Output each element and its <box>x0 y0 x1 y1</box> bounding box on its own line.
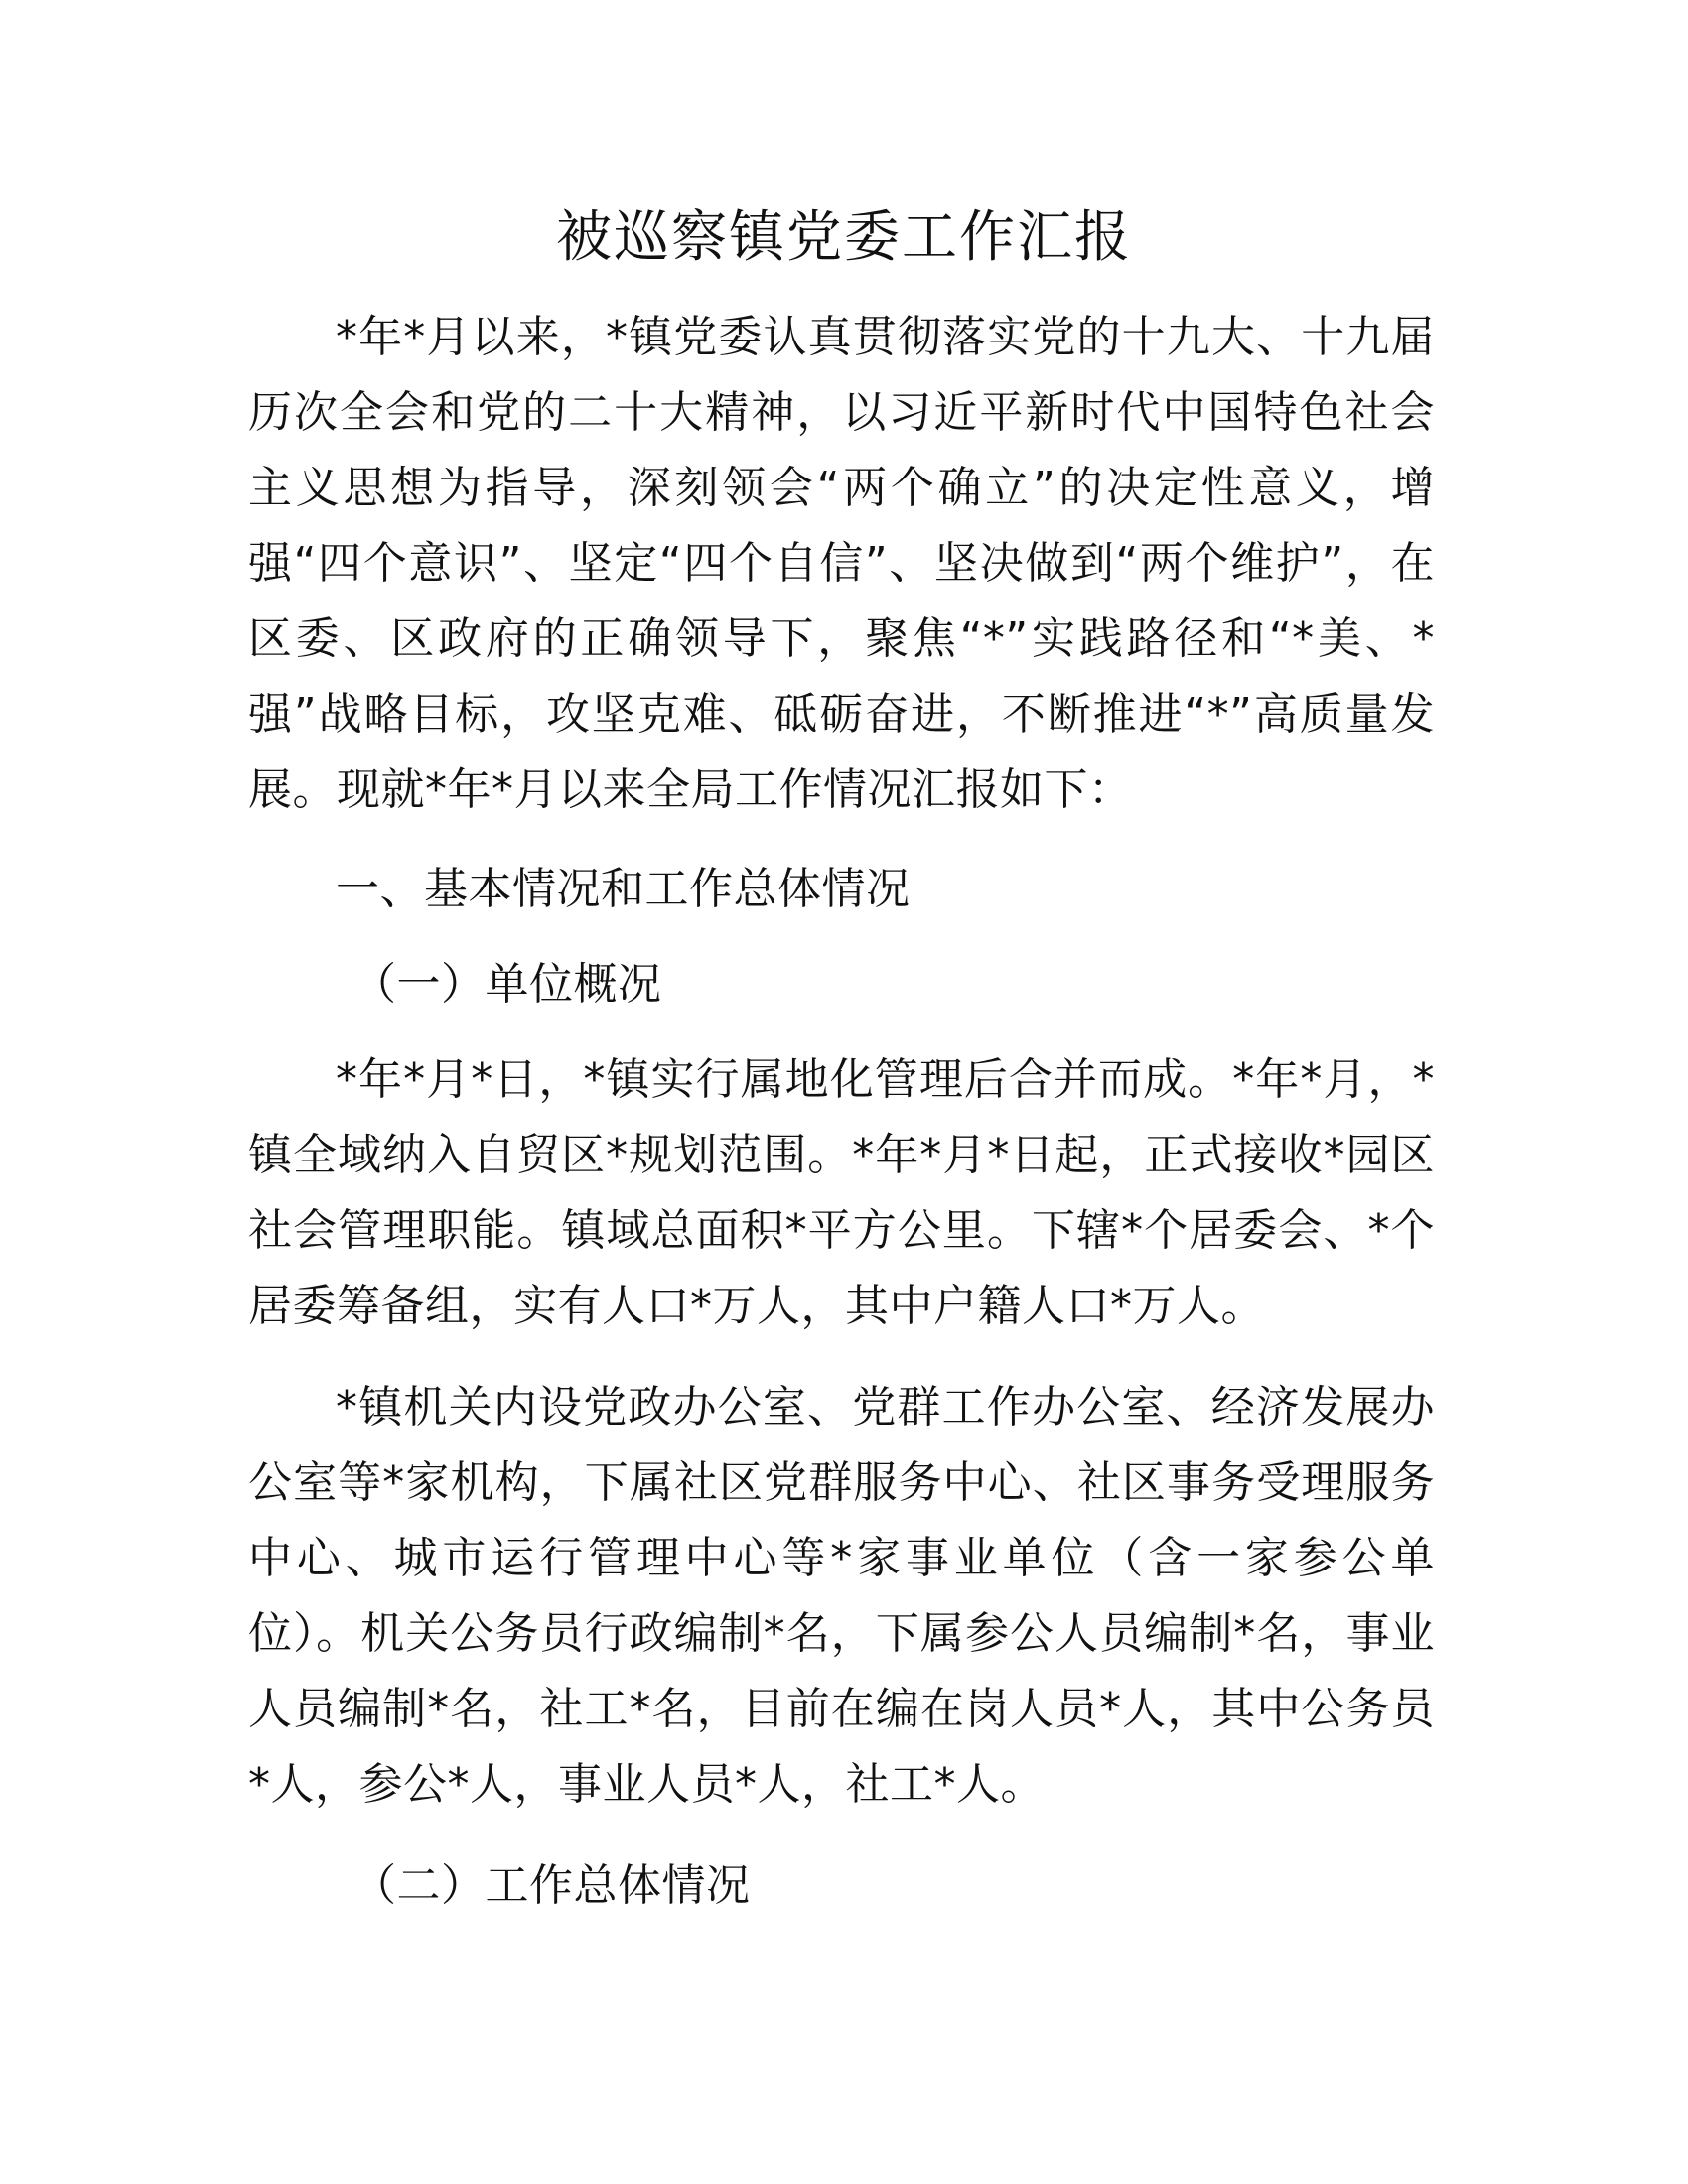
section-heading-basic-situation: 一、基本情况和工作总体情况 <box>336 864 911 914</box>
unit-overview-paragraph-2: *镇机关内设党政办公室、党群工作办公室、经济发展办公室等*家机构，下属社区党群服务中心、社区事务受理服务中心、城市运行管理中心等*家事业单位（含一家参公单位）。机关公务员行政编制*名，下属参公人员编制*名，事业人员编制*名，社工*名，目前在编在岗人员*人，其中公务员*人，参公*人，事业人员*人，社工*人。 <box>248 1382 1435 1810</box>
document-title: 被巡察镇党委工作汇报 <box>556 205 1132 270</box>
unit-overview-paragraph-1: *年*月*日，*镇实行属地化管理后合并而成。*年*月，*镇全域纳入自贸区*规划范围。*年*月*日起，正式接收*园区社会管理职能。镇域总面积*平方公里。下辖*个居委会、*个居委筹备组，实有人口*万人，其中户籍人口*万人。 <box>248 1054 1435 1331</box>
intro-paragraph: *年*月以来，*镇党委认真贯彻落实党的十九大、十九届历次全会和党的二十大精神，以习近平新时代中国特色社会主义思想为指导，深刻领会“两个确立”的决定性意义，增强“四个意识”、坚定“四个自信”、坚决做到“两个维护”，在区委、区政府的正确领导下，聚焦“*”实践路径和“*美、*强”战略目标，攻坚克难、砥砺奋进，不断推进“*”高质量发展。现就*年*月以来全局工作情况汇报如下： <box>248 312 1435 815</box>
subsection-heading-unit-overview: （一）单位概况 <box>352 959 662 1010</box>
subsection-heading-overall-work: （二）工作总体情况 <box>352 1860 751 1911</box>
